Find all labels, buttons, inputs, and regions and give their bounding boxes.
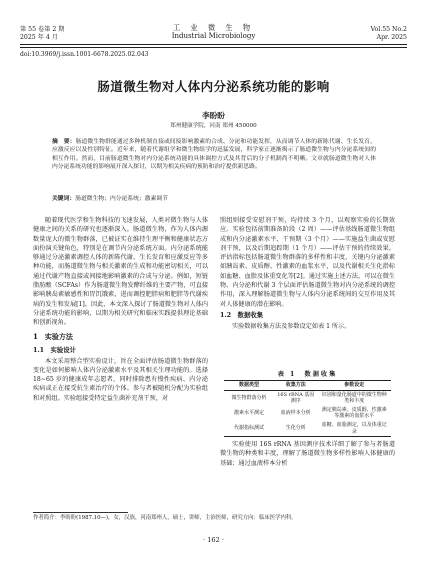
table-header-cell: 参数设定 <box>318 381 392 391</box>
table-header-cell: 收集方法 <box>274 381 317 391</box>
journal-name-cn: 工 业 微 生 物 <box>172 23 255 32</box>
table-cell: 血液样本分析 <box>280 410 311 417</box>
keywords <box>52 195 376 203</box>
table-row <box>224 406 391 421</box>
table-row <box>224 390 391 406</box>
table-cell: 识别和量化肠道中的微生物种类和丰度 <box>321 391 387 405</box>
table-cell: 血糖、血脂测定，以及体重记录 <box>318 421 392 437</box>
continued-paragraph: 照组则接受安慰剂干预，均持续 3 个月，以观察实验的长期效应。实验包括前期准备阶段（2 周）——评估基线肠道微生物组成和内分泌激素水平、干预期（3 个月）——实施益生菌或安慰剂干预，以及后期追踪期（1 个月）——评估干预的持续效果。评估指标包括肠道微生物群落的多样性和丰度、关键内分泌激素如胰岛素、皮质醇、性激素的血浆水平，以及代谢相关生化指标如血糖、血脂及体重变化等[2]。通过实施上述方法，可以在微生物、内分泌和代谢 3 个层面评估肠道微生物对内分泌系统的调控作用，深入理解肠道微生物与人体内分泌系统间的交互作用及其对人体健康的潜在影响。 <box>220 217 395 308</box>
page-number: · 162 · <box>203 536 224 544</box>
footnote-rule <box>33 512 128 513</box>
doi: doi:10.3969/j.issn.1001-6678.2025.02.043 <box>20 51 149 58</box>
left-column <box>33 216 208 403</box>
sequencing-paragraph: 实验使用 16S rRNA 基因测序技术详细了解了参与者肠道微生物的种类和丰度，理解了肠道微生物多样性影响人体健康的基础；通过血液样本分析 <box>220 441 395 467</box>
paper-title: 肠道微生物对人体内分泌系统功能的影响 <box>97 79 330 94</box>
table-row <box>224 421 391 437</box>
header-volume: 第 55 卷第 2 期 <box>20 26 65 33</box>
keywords-text: 肠道微生物；内分泌系统；激素调节 <box>75 196 168 202</box>
table-cell: 测定胰岛素、皮质醇、性激素等激素的血浆水平 <box>321 406 387 420</box>
table-cell: 16S rRNA 基因测序 <box>277 391 315 405</box>
author-footnote: 作者简介：李盼盼(1987.10—)，女，汉族，河南郑州人，硕士，讲师，主治医师，研究方向：临床医学内科。 <box>33 515 297 521</box>
table-cell: 微生物群落分析 <box>231 394 267 401</box>
header-rule-thin <box>20 47 407 48</box>
table-caption: 表 1 数据收集 <box>277 371 338 378</box>
table-header-cell: 数据类型 <box>224 381 274 391</box>
journal-name <box>0 23 427 41</box>
header-date: 2025 年 4 月 <box>20 34 58 41</box>
design-paragraph: 本文采用整合型实验设计，旨在全面评估肠道微生物群落的变化是如何影响人体内分泌激素水平及其相关生理功能的。选择 18~65 岁的健康成年志愿者，同时排除患有慢性疾病、内分泌疾病或正在接受抗生素治疗的个体。参与者被随机分配为实验组和对照组。实验组接受特定益生菌补充剂干预，对 <box>33 357 208 402</box>
journal-name-en: Industrial Microbiology <box>171 32 256 40</box>
data-collection-table <box>224 380 391 437</box>
abstract-text: 肠道微生物群能通过多种机制直接或间接影响激素的合成、分泌和功能发挥，从而调节人体的新陈代谢、生长发育、应激反应以及性别特征。近年来，随着代谢组学和微生物组学的迅猛发展，科学家正逐渐揭示了肠道微生物与内分泌系统间的相互作用。然而，目前肠道微生物对内分泌系统功能的具体调控方式及其背后的分子机制尚不明晰。文章就肠道微生物对人体内分泌系统功能的影响展开深入探讨，以期为相关疾病的预防和治疗提供新思路。 <box>52 139 376 171</box>
keywords-label: 关键词： <box>52 196 76 202</box>
right-column <box>220 216 395 331</box>
journal-volume-en <box>371 26 407 42</box>
author-affiliation: 郑州健康学院，河南 郑州 450000 <box>170 123 257 129</box>
table-header-row <box>224 381 391 391</box>
header-volume-en: Vol.55 No.2 <box>370 26 407 33</box>
table-cell: 生化分析 <box>274 421 317 437</box>
header-rule-thick <box>20 44 407 45</box>
section-1-2-heading: 1.2 数据收集 <box>220 310 264 319</box>
right-column-lower <box>220 440 395 468</box>
header-date-en: Apr. 2025 <box>376 34 407 41</box>
table-cell: 代谢指标测试 <box>224 421 274 437</box>
author-name: 李盼盼 <box>202 111 225 120</box>
intro-paragraph: 随着现代医学和生物科技的飞速发展，人类对微生物与人体健康之间的关系的研究也逐渐深入。肠道微生物，作为人体内源数量庞大的微生物群落，已被证实在维持生理平衡和健康状态方面扮演关键角色，特别是在调节内分泌系统方面。内分泌系统能够通过分泌激素调控人体的新陈代谢、生长发育和应激反应等多种功能，而肠道微生物与相关激素的生成和功能密切相关，可以通过代谢产物直接或间接地影响激素的合成与分泌。例如，短链脂肪酸（SCFAs）作为肠道微生物发酵纤维的主要产物，可直接影响胰岛素敏感性和胃饥饿素，进而调控肥胖病和肥胖等代谢疾病的发生和发展[1]。因此，本文深入探讨了肠道微生物对人体内分泌系统功能的影响，以期为相关研究和临床实践提供理论基础和创新视角。 <box>33 217 208 327</box>
collection-paragraph: 实验数据收集方法及参数设定如表 1 所示。 <box>232 322 351 330</box>
abstract-label: 摘 要： <box>52 139 76 145</box>
section-1-heading: 1 实验方法 <box>33 331 73 341</box>
abstract <box>52 138 376 172</box>
section-1-1-heading: 1.1 实验设计 <box>33 345 77 354</box>
table-cell: 激素水平测定 <box>234 410 265 417</box>
